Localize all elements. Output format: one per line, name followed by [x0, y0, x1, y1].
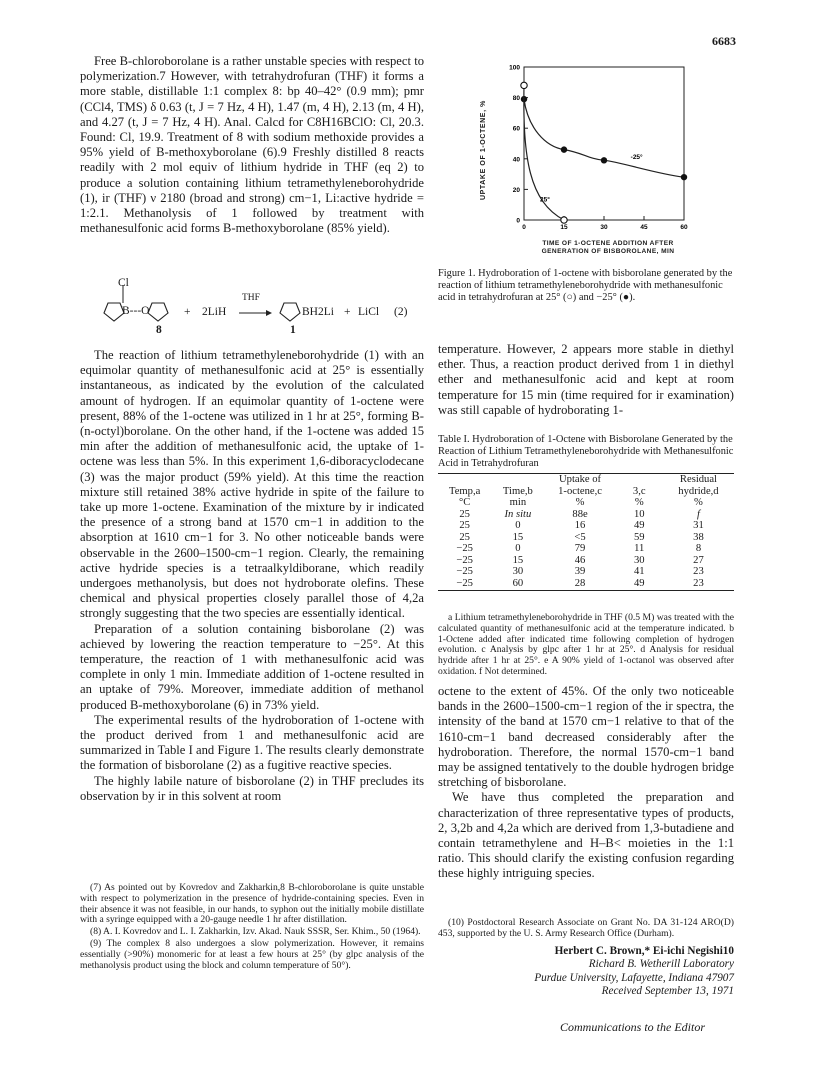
paragraph-continuation: temperature. However, 2 appears more stable in diethyl ether. Thus, a reaction product derived from 1 in diethyl ether and methanesulfonic acid and kept at room temperature for 15 min (time required for ir examination) was still capable of hydroborating 1- — [438, 342, 734, 417]
hdr-p3-1: 3,c — [632, 485, 646, 497]
y-tick-label: 40 — [512, 156, 520, 164]
laboratory: Richard B. Wetherill Laboratory — [588, 958, 734, 971]
table-cell: <5 — [574, 531, 586, 543]
table-cell: f — [696, 508, 700, 520]
x-tick-label: 60 — [680, 224, 688, 231]
table-row — [438, 509, 734, 521]
table-cell: 11 — [634, 543, 645, 555]
table-cell: 59 — [633, 531, 645, 543]
y-axis-title-holder — [476, 100, 492, 200]
thf-ring-icon — [148, 303, 168, 321]
x-tick-label: 0 — [522, 224, 526, 231]
paragraph-bisborolane-prep: Preparation of a solution containing bisborolane (2) was achieved by lowering the reaction temperature to −25°. At this temperature, the reaction of 1 with methanesulfonic acid was complete in only 1 min. Immediate addition of 1-octene resulted in an uptake of 79%. Moreover, immediate addition of methanol produced B-methoxyborolane (6) in 73% yield. — [80, 621, 424, 712]
hdr-time-1: Time,b — [502, 485, 533, 497]
col-header-residual — [663, 474, 734, 509]
hdr-uptake-1: Uptake of — [559, 474, 602, 485]
figure-caption: Figure 1. Hydroboration of 1-octene with bisborolane generated by the reaction of lithium tetramethyleneborohydride with methanesulfonic acid in tetrahydrofuran at 25° (○) and −25° (●). — [438, 268, 733, 303]
table-bottom-rule — [438, 590, 734, 591]
table-cell: 16 — [574, 520, 586, 532]
product-label: BH2Li — [302, 306, 334, 318]
col-header-temp — [438, 474, 491, 509]
data-point-warm — [521, 82, 527, 88]
data-point-cold — [561, 146, 567, 152]
university: Purdue University, Lafayette, Indiana 47907 — [534, 971, 734, 984]
arrow-label: THF — [242, 293, 260, 303]
table-cell: 46 — [574, 554, 586, 566]
signature-block — [438, 945, 734, 999]
x-tick-label: 15 — [560, 224, 568, 231]
y-tick-label: 0 — [516, 217, 520, 225]
table-caption: Table I. Hydroboration of 1-Octene with Bisborolane Generated by the Reaction of Lithium Tetramethyleneborohydride with Methanesulfonic Acid in Tetrahydrofuran — [438, 434, 734, 469]
cl-label: Cl — [118, 277, 129, 289]
table-cell: 88e — [572, 508, 588, 520]
x-axis-title-line2: GENERATION OF BISBOROLANE, MIN — [541, 248, 675, 255]
footer-section: Communications to the Editor — [560, 1020, 705, 1034]
col-header-time — [491, 474, 544, 509]
table-1 — [438, 473, 734, 591]
table-cell: 30 — [512, 566, 524, 578]
y-tick-label: 80 — [512, 95, 520, 103]
table-cell: 31 — [693, 520, 704, 532]
table-cell: −25 — [456, 543, 473, 555]
table-row — [438, 532, 734, 544]
y-axis-title: UPTAKE OF 1-OCTENE, % — [480, 100, 487, 200]
table-cell: 38 — [693, 531, 704, 543]
footnote-10-block — [438, 918, 734, 941]
table-footnote-text: a Lithium tetramethyleneborohydride in THF (0.5 M) was treated with the calculated quantity of methanesulfonic acid at the temperature indicated. b 1-Octene added after indicated time following completion of hydrogen evolution. c Analysis by glpc after 1 hr at 25°. d Analysis for residual hydride after 1 hr at 25°. e A 90% yield of 1-octanol was observed after oxidation. f Not determined. — [438, 612, 734, 677]
paragraph-results: The experimental results of the hydroboration of 1-octene with the product derived from 1 and methanesulfonic acid are summarized in Table I and Figure 1. The results clearly demonstrate the formation of bisborolane (2) as a fugitive reactive species. — [80, 712, 424, 773]
table-body — [438, 474, 734, 590]
paragraph-conclusion: We have thus completed the preparation and characterization of three representative types of products, 2, 3,2b and 4,2a which are derived from 1,3-butadiene and contain tetramethylene and H–B< moieties in the 1:1 ratio. This should clarify the existing confusion regarding these highly intriguing species. — [438, 790, 734, 881]
footnotes — [80, 883, 424, 972]
table-cell: 28 — [574, 578, 586, 590]
hdr-time-2: min — [509, 497, 527, 508]
hdr-uptake-3: % — [575, 497, 585, 508]
table-row — [438, 555, 734, 567]
table-cell: −25 — [456, 578, 473, 590]
hdr-res-1: Residual — [679, 474, 717, 485]
paragraph-ir-bands: octene to the extent of 45%. Of the only two noticeable bands in the 2600–1500-cm−1 region of the ir spectra, the intensity of the band at 1570 cm−1 relative to that of the 1610-cm−1 band decreased considerably after the hydroboration. Therefore, the normal 1570-cm−1 band may be assigned tentatively to the double hydrogen bridge stretching of bisborolane. — [438, 684, 734, 790]
footnote-9: (9) The complex 8 also undergoes a slow polymerization. However, it remains essentially (>90%) monomeric for at least a few hours at 25° (by glpc analysis of the methanolysis product using the block and column temperature of 50°). — [80, 937, 424, 971]
y-tick-label: 60 — [512, 125, 520, 133]
table-cell: 27 — [693, 554, 704, 566]
compound-label-1: 1 — [290, 324, 296, 336]
table-cell: 49 — [633, 578, 645, 590]
page-number: 6683 — [712, 34, 736, 48]
figure-1-plot — [488, 50, 708, 265]
table-cell: 15 — [512, 554, 524, 566]
compound-label-8: 8 — [156, 324, 162, 336]
left-column-main — [80, 348, 424, 804]
hdr-temp-1: Temp,a — [448, 485, 481, 497]
table-row — [438, 578, 734, 590]
series-label-warm: 25° — [540, 196, 550, 204]
table-row — [438, 543, 734, 555]
table-cell: 79 — [574, 543, 586, 555]
right-column-top — [438, 342, 734, 418]
b-o-label: B---O — [122, 305, 150, 317]
borolane-ring-icon — [104, 303, 124, 321]
table-cell: 25 — [459, 531, 470, 543]
x-tick-label: 30 — [600, 224, 608, 231]
table-cell: 8 — [695, 543, 702, 555]
footnote-7: (7) As pointed out by Kovredov and Zakharkin,8 B-chloroborolane is quite unstable with respect to polymerization in the presence of hydride-containing species. Even in their absence it was not feasible, in our hands, to syphon out the initially mobile distillate with a syringe equipped with a 20-gauge needle 1 hr after distillation. — [80, 882, 424, 926]
equation-number: (2) — [394, 306, 408, 318]
plus-sign: + — [184, 306, 191, 318]
data-point-cold — [681, 174, 687, 180]
hdr-res-2: hydride,d — [678, 485, 719, 497]
footnote-8: (8) A. I. Kovredov and L. I. Zakharkin, Izv. Akad. Nauk SSSR, Ser. Khim., 50 (1964). — [90, 926, 421, 938]
y-tick-label: 100 — [509, 64, 520, 72]
table-cell: 23 — [693, 578, 704, 590]
paragraph-reaction: The reaction of lithium tetramethyleneborohydride (1) with an equimolar quantity of methanesulfonic acid at 25° is essentially instantaneous, as indicated by the evolution of the calculated amount of hydrogen. If an equimolar quantity of 1-octene were present, 88% of the 1-octene was utilized in 1 hr at 25°, forming B-(n-octyl)borolane. On the other hand, if the 1-octene was added 15 min after the addition of methanesulfonic acid, the uptake of 1-octene was less than 5%. In this experiment 1,6-diboracyclodecane (3) was the major product (59% yield). At this time the reaction mixture still retained 38% active hydride in spite of the failure to take up more 1-octene. Examination of the mixture by ir indicated the presence of a strong band at 1570 cm−1 in addition to the absorption at 1610 cm−1 for 3. No other noticeable bands were observable in the 2600–1500-cm−1 region. Clearly, the remaining active hydride species is a tetraalkyldiborane, which readily undergoes methanolysis, but does not hydroborate olefins. These chemical and physical properties closely parallel those of 4,2a strongly suggesting that the two species are essentially identical. — [80, 348, 424, 621]
hdr-temp-2: °C — [458, 497, 471, 508]
table-cell: 23 — [693, 566, 704, 578]
paragraph-labile: The highly labile nature of bisborolane (2) in THF precludes its observation by ir in this solvent at room — [80, 773, 424, 803]
table-cell: 10 — [633, 508, 645, 520]
paragraph-chloroborolane: Free B-chloroborolane is a rather unstable species with respect to polymerization.7 However, with tetrahydrofuran (THF) it forms a more stable, distillable 1:1 complex 8: bp 40–42° (0.9 mm); pmr (CCl4, TMS) δ 0.63 (t, J = 7 Hz, 4 H), 1.47 (m, 4 H), 2.13 (m, 4 H), and 4.27 (t, J = 7 Hz, 4 H). Anal. Calcd for C8H16BClO: Cl, 20.3. Found: Cl, 19.9. Treatment of 8 with sodium methoxide provides a 95% yield of B-methoxyborolane (6).9 Freshly distilled 8 reacts readily with 2 mol equiv of lithium hydride in THF (eq 2) to produce a solution containing lithium tetramethyleneborohydride (1), ir (THF) ν 2180 (broad and strong) cm−1, Li:active hydride = 1:2.1. Methanolysis of 1 followed by treatment with methanesulfonic acid forms B-methoxyborolane (85% yield). — [80, 54, 424, 236]
plus-sign-2: + — [344, 306, 351, 318]
received-date: Received September 13, 1971 — [601, 985, 734, 998]
table-cell: 39 — [574, 566, 586, 578]
hdr-uptake-2: 1-octene,c — [558, 485, 602, 497]
table-cell: 25 — [459, 508, 470, 520]
hdr-p3-2: % — [634, 497, 644, 508]
table-cell: In situ — [504, 508, 532, 520]
left-column-top — [80, 54, 424, 236]
x-axis-title-line1: TIME OF 1-OCTENE ADDITION AFTER — [542, 240, 674, 247]
authors: Herbert C. Brown,* Ei-ichi Negishi10 — [554, 945, 734, 957]
data-point-warm — [561, 217, 567, 223]
x-axis-title — [508, 240, 708, 256]
col-header-product3 — [616, 474, 663, 509]
table-cell: 0 — [515, 520, 521, 532]
table-cell: 49 — [633, 520, 645, 532]
table-cell: 60 — [512, 578, 524, 590]
series-label-cold: -25° — [630, 153, 643, 161]
series-line-cold — [524, 99, 684, 177]
right-column-bottom — [438, 684, 734, 882]
x-tick-label: 45 — [640, 224, 648, 231]
footnote-10: (10) Postdoctoral Research Associate on Grant No. DA 31-124 ARO(D) 453, supported by the U. S. Army Research Office (Durham). — [438, 917, 734, 939]
equation-2 — [94, 277, 424, 337]
table-cell: 0 — [515, 543, 521, 555]
reagent-lih: 2LiH — [202, 306, 227, 318]
col-header-uptake — [545, 474, 616, 509]
figure-1 — [480, 50, 708, 265]
table-cell: 30 — [633, 554, 645, 566]
byproduct: LiCl — [358, 306, 380, 318]
table-cell: −25 — [456, 554, 473, 566]
table-cell: −25 — [456, 566, 473, 578]
y-tick-label: 20 — [512, 186, 520, 194]
data-point-cold — [601, 157, 607, 163]
table-footnote — [438, 613, 734, 679]
hdr-res-3: % — [694, 497, 703, 508]
arrow-head-icon — [266, 310, 272, 316]
table-cell: 25 — [459, 520, 470, 532]
table-row — [438, 520, 734, 532]
product-ring-icon — [280, 303, 300, 321]
table-cell: 41 — [633, 566, 645, 578]
table-row — [438, 566, 734, 578]
table-cell: 15 — [512, 531, 524, 543]
